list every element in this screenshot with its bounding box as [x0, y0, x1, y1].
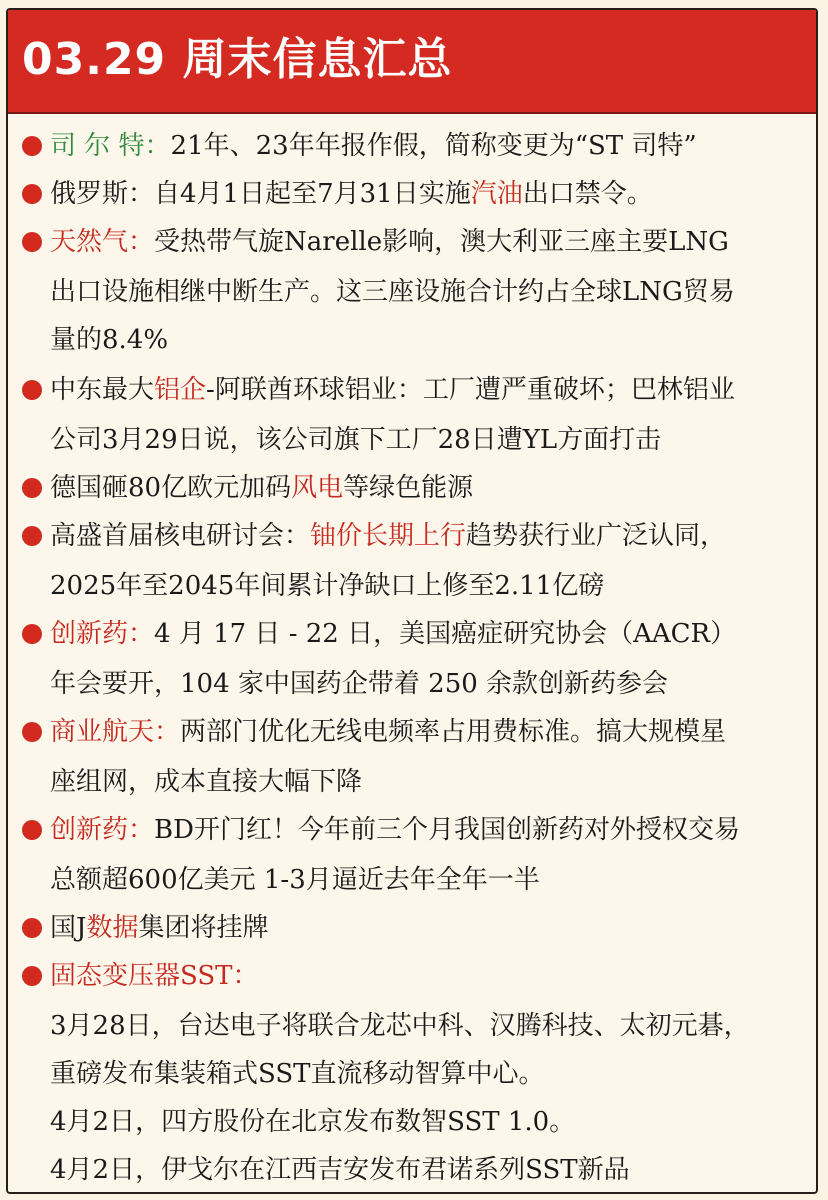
item-text: 等绿色能源 [343, 473, 474, 503]
item-text: BD开门红！今年前三个月我国创新药对外授权交易 [154, 815, 740, 845]
bullet-icon [22, 184, 42, 204]
bullet-icon [22, 380, 42, 400]
bullet-icon [22, 526, 42, 546]
bullet-icon [22, 820, 42, 840]
bullet-icon [22, 136, 42, 156]
news-card [6, 8, 818, 1194]
item-text: 高盛首届核电研讨会： [50, 521, 311, 551]
item-highlight: 铝企 [154, 375, 207, 405]
bullet-icon [22, 722, 42, 742]
item-text: 中东最大 [50, 375, 155, 405]
item-label: 商业航天： [50, 717, 181, 747]
item-text: 趋势获行业广泛认同， [466, 521, 727, 551]
bullet-icon [22, 624, 42, 644]
item-label: 固态变压器SST： [50, 961, 259, 991]
item-text: 公司3月29日说，该公司旗下工厂28日遭YL方面打击 [50, 425, 662, 455]
bullet-icon [22, 966, 42, 986]
item-text: 受热带气旋Narelle影响，澳大利亚三座主要LNG [154, 227, 729, 257]
item-text: 2025年至2045年间累计净缺口上修至2.11亿磅 [50, 571, 605, 601]
item-text: 座组网，成本直接大幅下降 [50, 767, 363, 797]
item-highlight: 风电 [291, 473, 344, 503]
item-text: 俄罗斯：自4月1日起至7月31日实施 [50, 179, 471, 209]
item-label: 创新药： [50, 815, 155, 845]
item-highlight: 铀价长期上行 [310, 521, 467, 551]
bullet-icon [22, 478, 42, 498]
item-text: 4月2日，四方股份在北京发布数智SST 1.0。 [50, 1107, 576, 1137]
item-text: 两部门优化无线电频率占用费标准。搞大规模星 [180, 717, 727, 747]
item-text: 出口禁令。 [522, 179, 653, 209]
item-text: 量的8.4% [50, 325, 169, 355]
item-text: 4 月 17 日 - 22 日，美国癌症研究协会（AACR） [154, 619, 737, 649]
item-text: 3月28日，台达电子将联合龙芯中科、汉腾科技、太初元碁， [50, 1011, 750, 1041]
item-text: 出口设施相继中断生产。这三座设施合计约占全球LNG贸易 [50, 277, 735, 307]
bullet-icon [22, 918, 42, 938]
item-highlight: 汽油 [470, 179, 523, 209]
item-label: 天然气： [50, 227, 155, 257]
item-text: 德国砸80亿欧元加码 [50, 473, 292, 503]
item-text: 国J [50, 913, 87, 943]
item-text: 重磅发布集装箱式SST直流移动智算中心。 [50, 1059, 545, 1089]
item-label: 创新药： [50, 619, 155, 649]
item-text: 总额超600亿美元 1-3月逼近去年全年一半 [50, 865, 540, 895]
page-title: 03.29 周末信息汇总 [22, 34, 453, 85]
title-banner [8, 10, 816, 114]
item-text: 年会要开，104 家中国药企带着 250 余款创新药参会 [50, 669, 669, 699]
item-label: 司 尔 特： [50, 131, 171, 161]
item-text: -阿联酋环球铝业：工厂遭严重破坏；巴林铝业 [206, 375, 735, 405]
item-text: 4月2日，伊戈尔在江西吉安发布君诺系列SST新品 [50, 1155, 630, 1185]
item-text: 集团将挂牌 [138, 913, 269, 943]
item-text: 21年、23年年报作假，简称变更为“ST 司特” [170, 131, 697, 161]
bullet-icon [22, 232, 42, 252]
item-highlight: 数据 [86, 913, 139, 943]
